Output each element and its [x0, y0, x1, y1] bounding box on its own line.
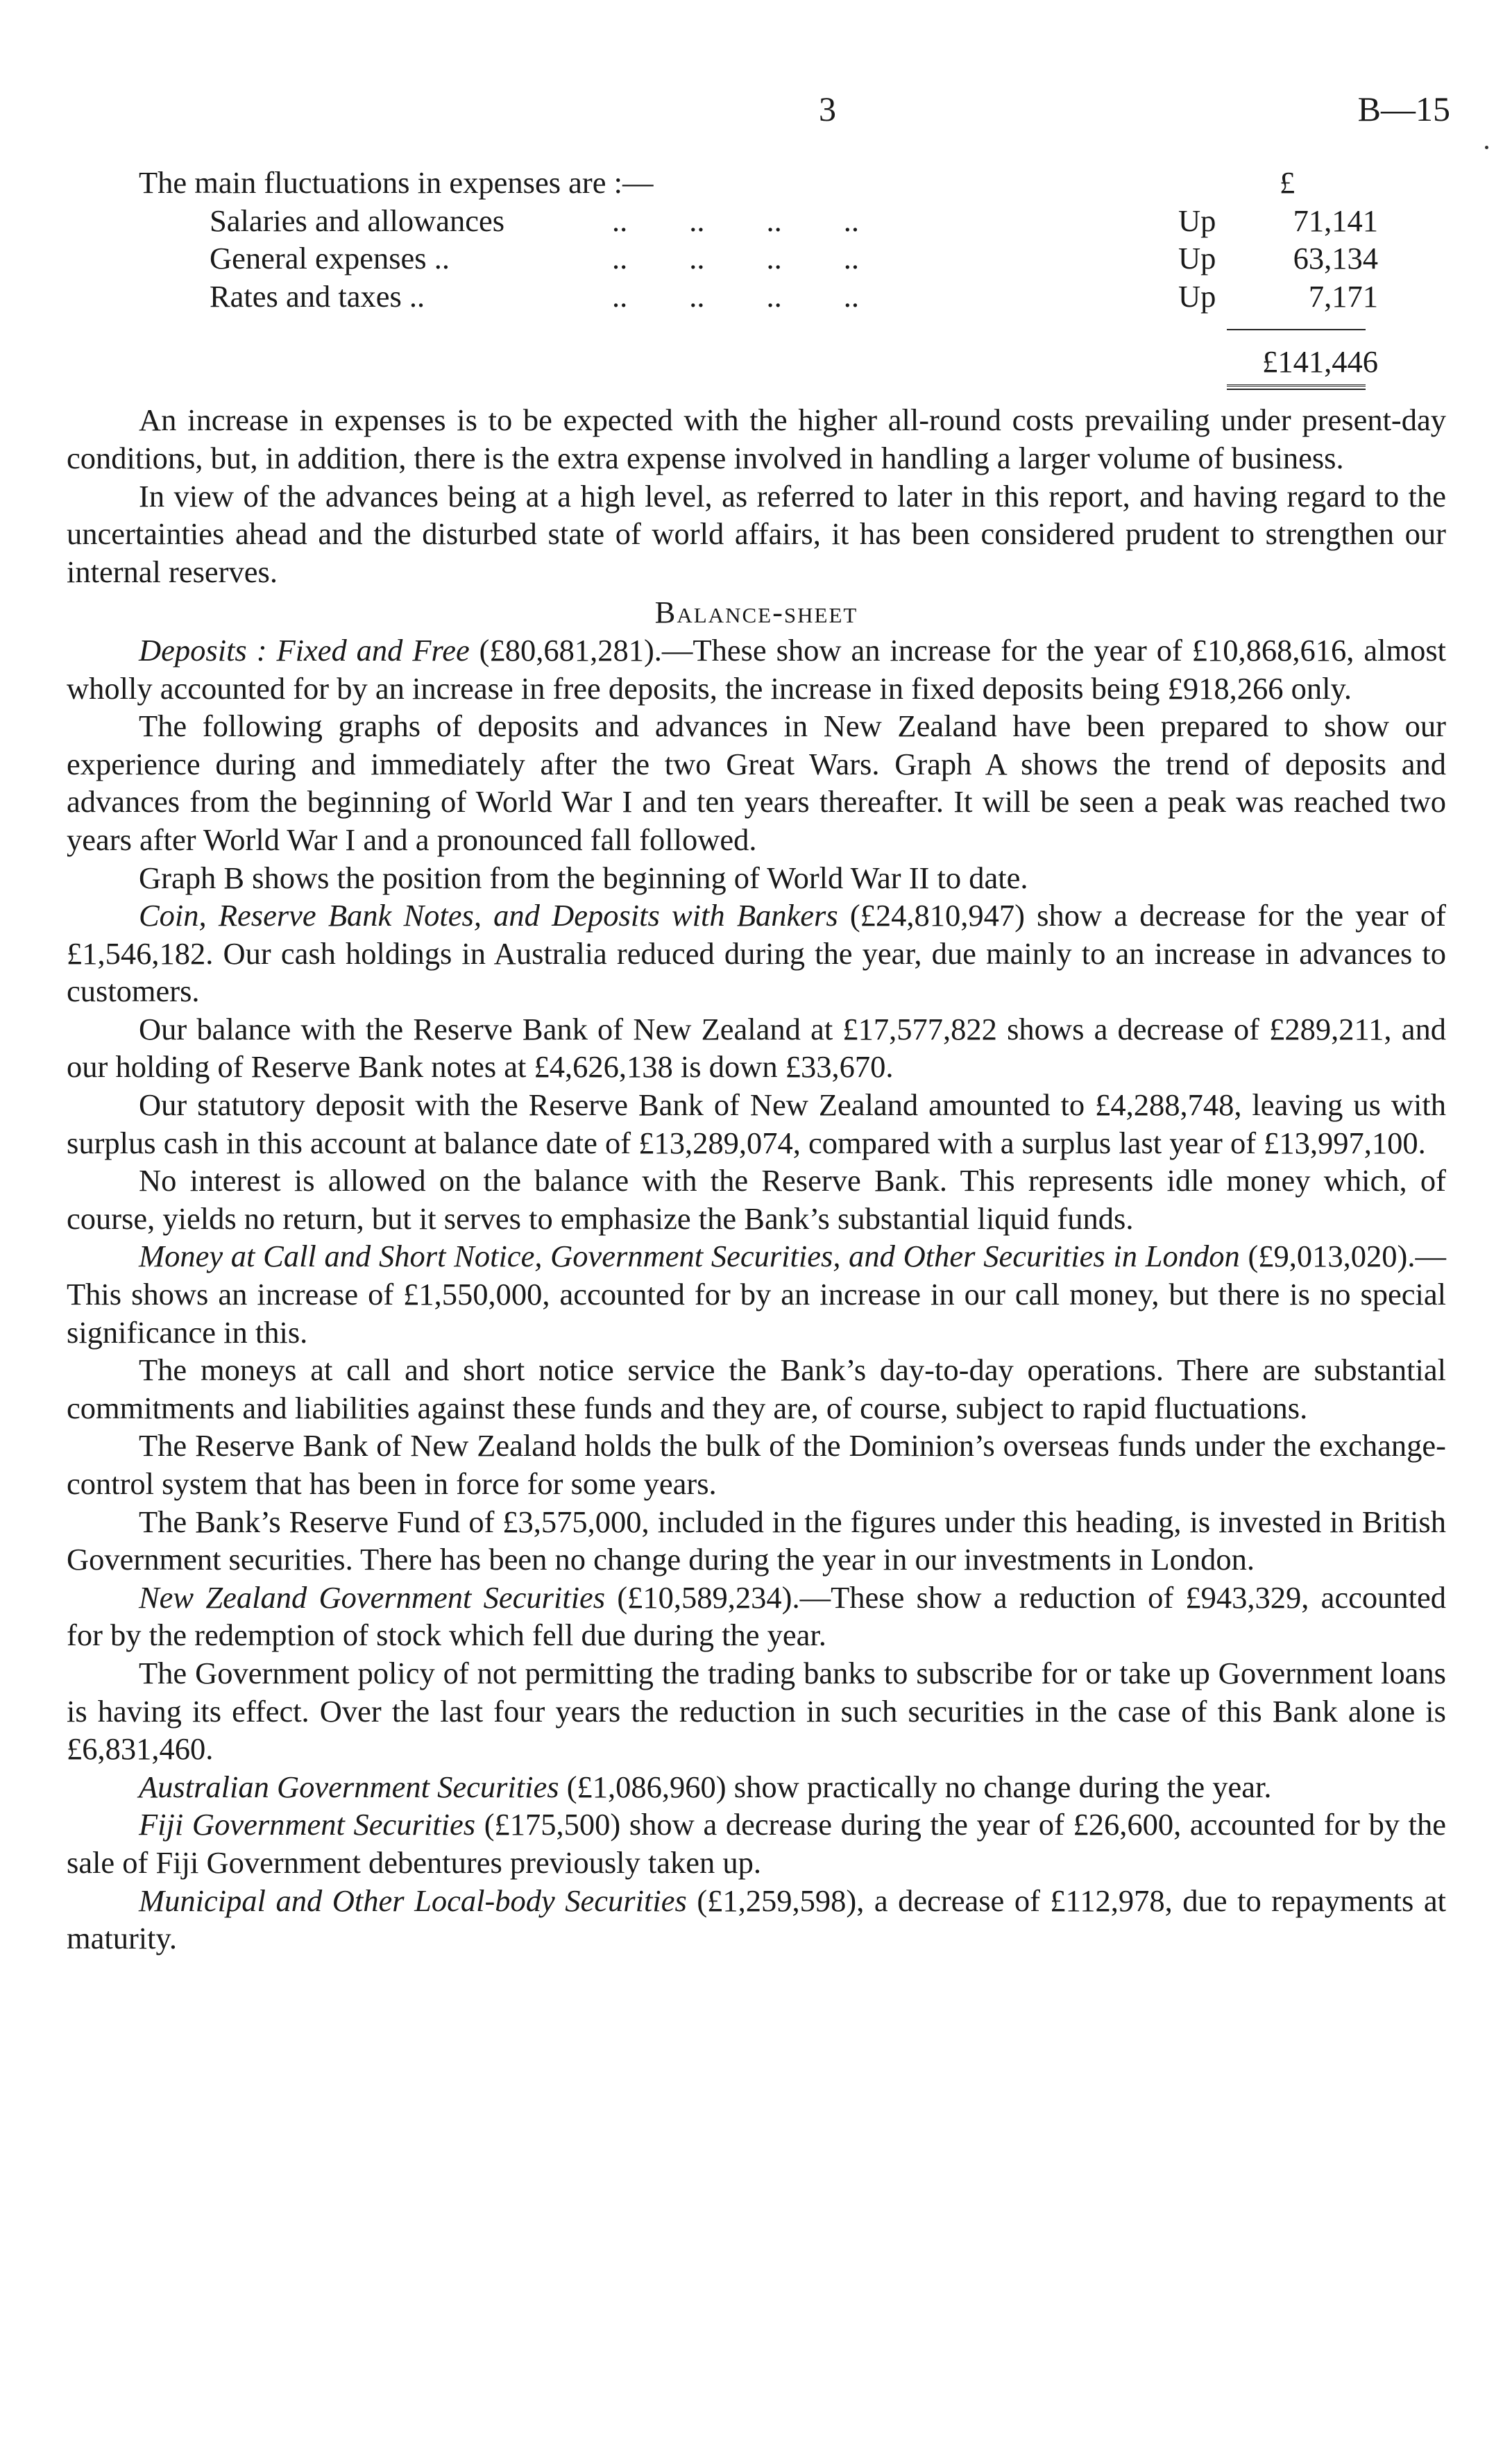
- page-number: 3: [819, 90, 836, 128]
- nz-govt-heading: New Zealand Government Securities: [139, 1579, 606, 1615]
- coin-notes-heading: Coin, Reserve Bank Notes, and Deposits with Bankers: [139, 898, 838, 933]
- expense-direction: Up: [1178, 278, 1216, 314]
- paragraph-coin-notes: [67, 897, 1446, 1010]
- paragraph-municipal-securities: [67, 1882, 1446, 1958]
- expense-amount: 71,141: [1293, 203, 1378, 238]
- document-code: B—15: [1357, 90, 1450, 128]
- money-at-call-text: (£9,013,020).—This shows an increase of £1,550,000, accounted for by an increase in our call money, but there is no special significance in this.: [67, 1239, 1446, 1350]
- australian-text: (£1,086,960) show practically no change during the year.: [559, 1769, 1272, 1804]
- expense-direction: Up: [1178, 203, 1216, 238]
- expense-label: Salaries and allowances: [210, 203, 505, 238]
- page-header: [69, 89, 1450, 137]
- margin-mark: [1485, 146, 1488, 149]
- nz-govt-text: (£10,589,234).—These show a reduction of £943,329, accounted for by the redemption of stock which fell due during the year.: [67, 1579, 1446, 1653]
- fiji-heading: Fiji Government Securities: [139, 1807, 476, 1842]
- paragraph-statutory-deposit: Our statutory deposit with the Reserve Bank of New Zealand amounted to £4,288,748, leaving us with surplus cash in this account at balance date of £13,289,074, compared with a surplus last year of £13,997,100.: [67, 1087, 1446, 1160]
- municipal-heading: Municipal and Other Local-body Securities: [139, 1883, 687, 1918]
- paragraph-deposits: [67, 631, 1446, 707]
- expenses-total-amount: £141,446: [1262, 344, 1378, 380]
- paragraph-call-operations: The moneys at call and short notice service the Bank’s day-to-day operations. There are substantial commitments and liabilities against these funds and they are, of course, subject to rapid fluctuations.: [67, 1352, 1446, 1425]
- currency-header: £: [1280, 165, 1296, 200]
- paragraph-graph-b: Graph B shows the position from the beginning of World War II to date.: [139, 860, 1028, 895]
- leader-dots: .. .. .. ..: [612, 241, 859, 276]
- money-at-call-heading: Money at Call and Short Notice, Government Securities, and Other Securities in London: [139, 1239, 1240, 1274]
- total-rule-double: [1227, 384, 1366, 390]
- coin-notes-text: (£24,810,947) show a decrease for the year of £1,546,182. Our cash holdings in Australia reduced during the year, due mainly to an increase in advances to customers.: [67, 898, 1446, 1009]
- expenses-intro: [67, 164, 1446, 202]
- section-title-balance-sheet: Balance-sheet: [654, 595, 858, 630]
- paragraph-overseas-funds: The Reserve Bank of New Zealand holds the bulk of the Dominion’s overseas funds under the exchange-control system that has been in force for some years.: [67, 1428, 1446, 1501]
- expense-label: General expenses ..: [210, 241, 450, 276]
- expense-amount: 63,134: [1293, 241, 1378, 276]
- municipal-text: (£1,259,598), a decrease of £112,978, due to repayments at maturity.: [67, 1883, 1446, 1956]
- fiji-text: (£175,500) show a decrease during the year of £26,600, accounted for by the sale of Fiji Government debentures previously taken up.: [67, 1807, 1446, 1880]
- expenses-intro-text: The main fluctuations in expenses are :—: [139, 165, 654, 200]
- paragraph-money-at-call: [67, 1237, 1446, 1351]
- expense-row-salaries: [67, 202, 1446, 240]
- paragraph-reserve-fund: The Bank’s Reserve Fund of £3,575,000, included in the figures under this heading, is invested in British Government securities. There has been no change during the year in our investments in London.: [67, 1504, 1446, 1577]
- paragraph-govt-policy: The Government policy of not permitting the trading banks to subscribe for or take up Government loans is having its effect. Over the last four years the reduction in such securities in the case of this Bank alone is £6,831,460.: [67, 1655, 1446, 1767]
- paragraph-no-interest: No interest is allowed on the balance with the Reserve Bank. This represents idle money which, of course, yields no return, but it serves to emphasize the Bank’s substantial liquid funds.: [67, 1163, 1446, 1236]
- expense-label: Rates and taxes ..: [210, 278, 425, 314]
- expense-row-general: [67, 239, 1446, 278]
- total-rule-top: [1227, 329, 1366, 330]
- expenses-total: [67, 315, 1446, 391]
- deposits-heading: Deposits : Fixed and Free: [139, 632, 470, 668]
- deposits-text: (£80,681,281).—These show an increase for the year of £10,868,616, almost wholly accounted for by an increase in free deposits, the increase in fixed deposits being £918,266 only.: [67, 632, 1446, 706]
- leader-dots: .. .. .. ..: [612, 203, 859, 238]
- page-body: [67, 164, 1446, 1958]
- paragraph-graphs: The following graphs of deposits and advances in New Zealand have been prepared to show our experience during and immediately after the two Great Wars. Graph A shows the trend of deposits and advances from the beginning of World War I and ten years thereafter. It will be seen a peak was reached two years after World War I and a pronounced fall followed.: [67, 708, 1446, 857]
- paragraph-expense-increase: An increase in expenses is to be expected with the higher all-round costs prevailing under present-day conditions, but, in addition, there is the extra expense involved in handling a larger volume of business.: [67, 402, 1446, 475]
- paragraph-fiji-securities: [67, 1806, 1446, 1881]
- australian-heading: Australian Government Securities: [139, 1769, 559, 1804]
- leader-dots: .. .. .. ..: [612, 278, 859, 314]
- paragraph-nz-govt-securities: [67, 1579, 1446, 1654]
- expense-row-rates: [67, 278, 1446, 316]
- expense-direction: Up: [1178, 241, 1216, 276]
- expense-amount: 7,171: [1308, 278, 1378, 314]
- paragraph-internal-reserves: In view of the advances being at a high level, as referred to later in this report, and having regard to the uncertainties ahead and the disturbed state of world affairs, it has been considered prudent to strengthen our internal reserves.: [67, 478, 1446, 589]
- paragraph-reserve-balance: Our balance with the Reserve Bank of New Zealand at £17,577,822 shows a decrease of £289,211, and our holding of Reserve Bank notes at £4,626,138 is down £33,670.: [67, 1011, 1446, 1085]
- paragraph-australian-securities: [67, 1768, 1446, 1806]
